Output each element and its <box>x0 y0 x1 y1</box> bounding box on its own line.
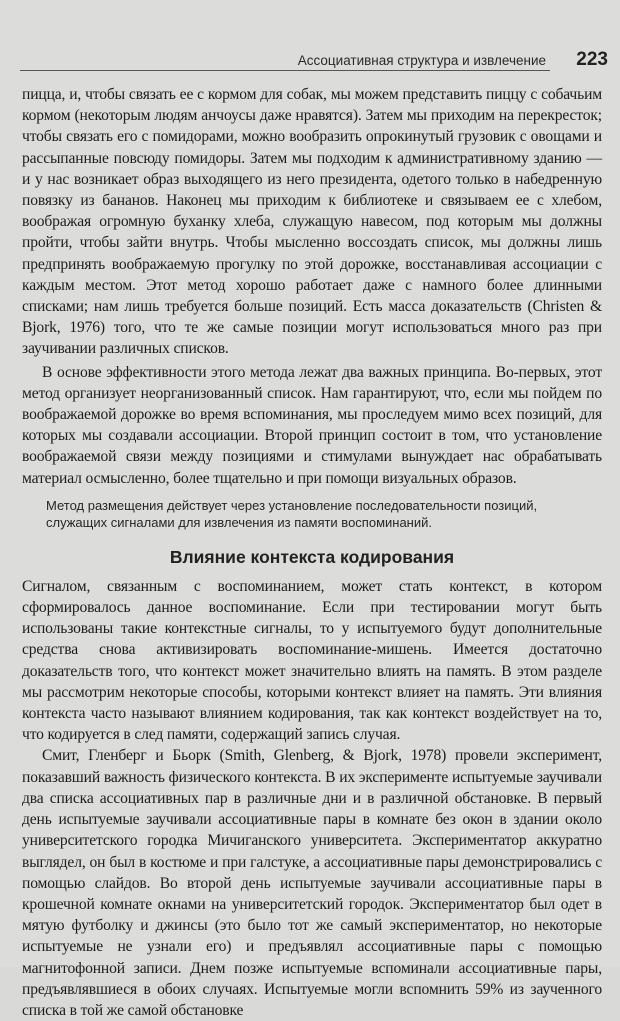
paragraph-principles: В основе эффективности этого метода лежат два важных принципа. Во-первых, этот метод организует неорганизованный список. Нам гарантируют, что, если мы пойдем по воображаемой дорожке во время вспоминания, мы проследуем мимо всех позиций, для которых мы создавали ассоциации. Второй принцип состоит в том, что установление воображаемой связи между позициями и стимулами вынуждает нас обрабатывать материал осмысленно, более тщательно и при помощи визуальных образов. <box>22 363 602 487</box>
page-content <box>22 84 602 1021</box>
paragraph-continued: пицца, и, чтобы связать ее с кормом для собак, мы можем представить пиццу с собачьим кормом (некоторым людям анчоусы даже нравятся). Затем мы приходим на перекресток; чтобы связать его с помидорами, можно вообразить опрокинутый грузовик с овощами и рассыпанные повсюду помидоры. Затем мы подходим к административному зданию — и у нас возникает образ выходящего из него президента, одетого только в набедренную повязку из бананов. Наконец мы приходим к библиотеке и связываем ее с хлебом, воображая огромную буханку хлеба, служащую навесом, под которым мы должны пройти, чтобы зайти внутрь. Чтобы мысленно воссоздать список, мы должны лишь предпринять воображаемую прогулку по этой дорожке, восстанавливая ассоциации с каждым местом. Этот метод хорошо работает даже с намного более длинными списками; нам лишь требуется больше позиций. Есть масса доказательств (Christen & Bjork, 1976) того, что те же самые позиции могут использоваться много раз при заучивании различных списков. <box>22 86 602 358</box>
section-heading: Влияние контекста кодирования <box>169 546 455 567</box>
running-title: Ассоциативная структура и извлечение <box>297 53 546 68</box>
section-paragraph-experiment: Смит, Гленберг и Бьорк (Smith, Glenberg, & Bjork, 1978) провели эксперимент, показавший важность физического контекста. В их эксперименте испытуемые заучивали два списка ассоциативных пар в различные дни и в различной обстановке. В первый день испытуемые заучивали ассоциативные пары в комнате без окон в здании около университетского городка Мичиганского университета. Экспериментатор аккуратно выглядел, он был в костюме и при галстуке, а ассоциативные пары демонстрировались с помощью слайдов. Во второй день испытуемые заучивали ассоциативные пары в крошечной комнате окнами на университетский городок. Экспериментатор был одет в мятую футболку и джинсы (это было тот же самый экспериментатор, но некоторые испытуемые не узнали его) и предъявлял ассоциативные пары с помощью магнитофонной записи. Днем позже испытуемые вспоминали ассоциативные пары, предъявлявшиеся в обоих случаях. Испытуемые могли вспомнить 59% из заученного списка в той же самой обстановке <box>22 747 602 1019</box>
section-paragraph-context: Сигналом, связанным с воспоминанием, может стать контекст, в котором сформировалось данное воспоминание. Если при тестировании могут быть использованы такие контекстные сигналы, то у испытуемого будут дополнительные средства снова активизировать воспоминание-мишень. Имеется достаточно доказательств того, что контекст может значительно влиять на память. В этом разделе мы рассмотрим некоторые способы, которыми контекст влияет на память. Эти влияния контекста часто называют влиянием кодирования, так как контекст воздействует на то, что кодируется в след памяти, содержащий запись случая. <box>22 577 602 744</box>
header-rule <box>20 70 550 71</box>
summary-note: Метод размещения действует через установление последовательности позиций, служащих сигналами для извлечения из памяти воспоминаний. <box>46 497 538 530</box>
page-number: 223 <box>576 49 608 70</box>
page-header <box>20 48 608 76</box>
